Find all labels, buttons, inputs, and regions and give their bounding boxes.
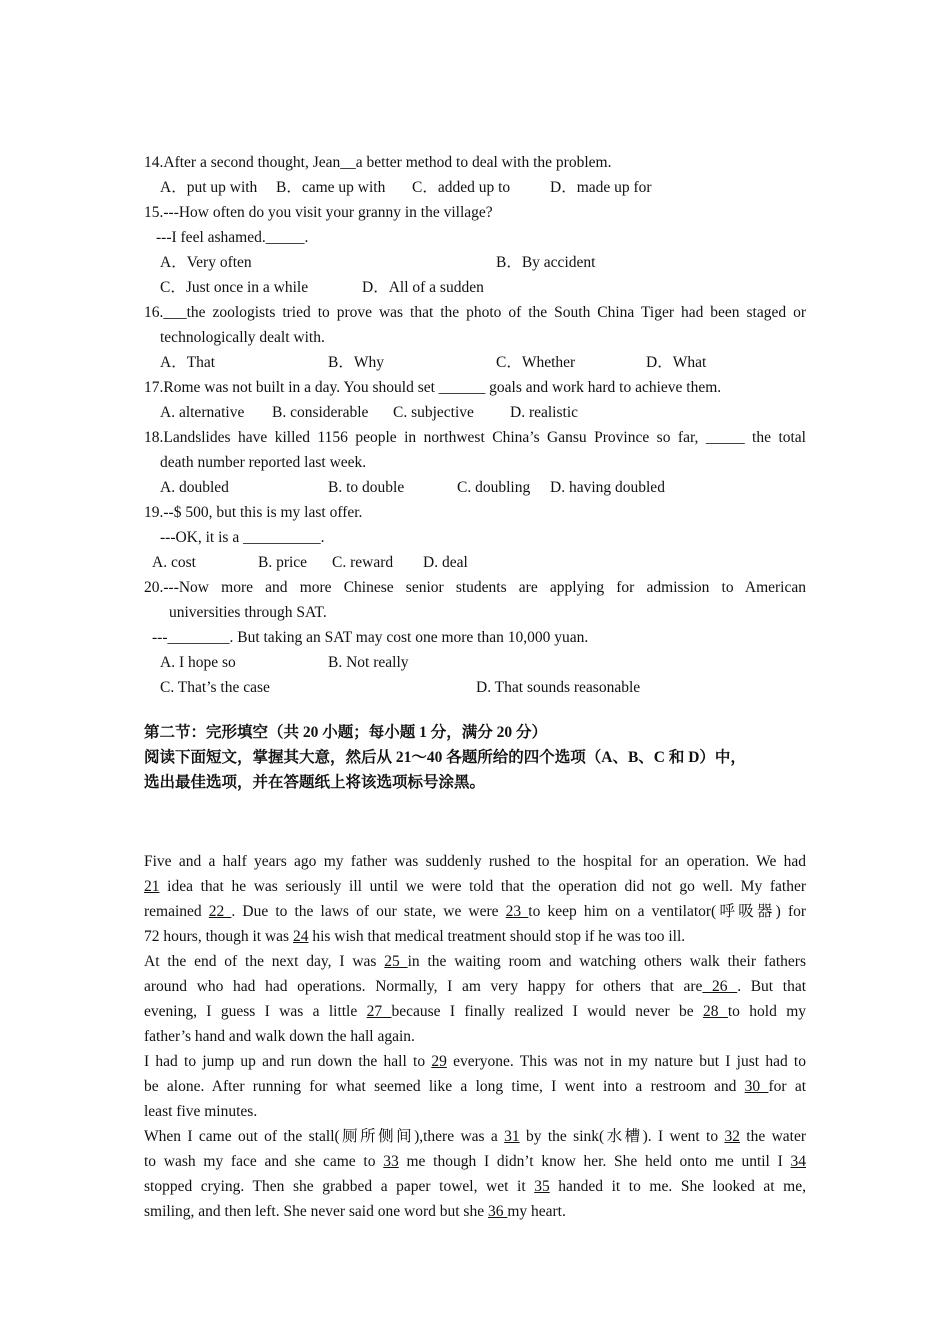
q15-reply-end: . xyxy=(304,229,309,246)
question-16-stem-line1: 16.___the zoologists tried to prove was that the photo of the South China Tiger had been staged or xyxy=(144,304,806,321)
passage-text: to wash my face and she came to xyxy=(144,1153,384,1170)
passage-line: Five and a half years ago my father was suddenly rushed to the hospital for an operation. We had xyxy=(144,853,806,870)
section-2-heading xyxy=(144,720,806,795)
passage-text: in the waiting room and watching others walk their fathers xyxy=(407,953,807,970)
passage-text: At the end of the next day, I was xyxy=(144,953,385,970)
section-title: 第二节：完形填空（共 20 小题；每小题 1 分，满分 20 分） xyxy=(144,724,548,741)
blank-29: 29 xyxy=(431,1053,447,1070)
q15-option-d[interactable]: D．All of a sudden xyxy=(362,279,484,296)
q16-option-b[interactable]: B．Why xyxy=(328,354,384,371)
blank-27: 27 xyxy=(366,1003,392,1020)
passage-text: smiling, and then left. She never said one word but she xyxy=(144,1203,488,1220)
passage-line xyxy=(144,1174,806,1199)
q14-option-c[interactable]: C．added up to xyxy=(412,179,511,196)
q15-reply-blank: _____ xyxy=(265,229,305,246)
question-19-stem: 19.--$ 500, but this is my last offer. xyxy=(144,504,363,521)
passage-text: evening, I guess I was a little xyxy=(144,1003,367,1020)
question-15-options-row1 xyxy=(144,250,806,275)
passage-text: handed it to me. She looked at me, xyxy=(549,1178,806,1195)
q18-option-a[interactable]: A. doubled xyxy=(160,479,229,496)
blank-36: 36 xyxy=(487,1203,508,1220)
passage-line xyxy=(144,1124,806,1149)
question-20-stem-line1: 20.---Now more and more Chinese senior students are applying for admission to American xyxy=(144,579,806,596)
blank-21: 21 xyxy=(144,878,160,895)
passage-text: my heart. xyxy=(507,1203,566,1220)
question-15-reply xyxy=(144,225,806,250)
q19-option-d[interactable]: D. deal xyxy=(423,554,468,571)
q14-option-b[interactable]: B．came up with xyxy=(276,179,386,196)
q19-option-a[interactable]: A. cost xyxy=(152,554,196,571)
blank-28: 28 xyxy=(703,1003,728,1020)
passage-line xyxy=(144,949,806,974)
q19-option-c[interactable]: C. reward xyxy=(332,554,394,571)
question-18-stem-line1: 18.Landslides have killed 1156 people in northwest China’s Gansu Province so far, _____ the total xyxy=(144,429,806,446)
passage-text: to hold my xyxy=(727,1003,807,1020)
q17-option-b[interactable]: B. considerable xyxy=(272,404,369,421)
blank-30: 30 xyxy=(744,1078,769,1095)
passage-text: . But that xyxy=(737,978,807,995)
section-instruction-line1: 阅读下面短文，掌握其大意，然后从 21～40 各题所给的四个选项（A、B、C 和 D）中， xyxy=(144,749,746,766)
blank-23: 23 xyxy=(505,903,529,920)
passage-text: stopped crying. Then she grabbed a paper towel, wet it xyxy=(144,1178,535,1195)
passage-line xyxy=(144,874,806,899)
question-16-stem-line2: technologically dealt with. xyxy=(160,329,325,346)
q17-option-c[interactable]: C. subjective xyxy=(393,404,474,421)
blank-35: 35 xyxy=(534,1178,550,1195)
question-20-reply: ---________. But taking an SAT may cost one more than 10,000 yuan. xyxy=(152,629,589,646)
passage-line: least five minutes. xyxy=(144,1103,258,1120)
question-18-options xyxy=(144,475,806,500)
passage-text: the water xyxy=(739,1128,807,1145)
q14-option-d[interactable]: D．made up for xyxy=(550,179,652,196)
blank-24: 24 xyxy=(292,928,309,945)
blank-26: 26 xyxy=(702,978,738,995)
passage-text: for at xyxy=(768,1078,807,1095)
passage-text: around who had had operations. Normally, I am very happy for others that are xyxy=(144,978,703,995)
q19-option-b[interactable]: B. price xyxy=(258,554,308,571)
q17-option-a[interactable]: A. alternative xyxy=(160,404,245,421)
q16-option-d[interactable]: D．What xyxy=(646,354,707,371)
question-19-reply: ---OK, it is a __________. xyxy=(160,529,325,546)
blank-31: 31 xyxy=(504,1128,520,1145)
exam-content xyxy=(144,150,806,1224)
question-16-options xyxy=(144,350,806,375)
passage-text: because I finally realized I would never be xyxy=(391,1003,704,1020)
passage-text: by the sink(水槽). I went to xyxy=(519,1128,725,1145)
blank-33: 33 xyxy=(383,1153,399,1170)
q20-option-a[interactable]: A. I hope so xyxy=(160,654,236,671)
passage-line xyxy=(144,1049,806,1074)
q20-option-c[interactable]: C. That’s the case xyxy=(160,679,270,696)
cloze-passage xyxy=(144,849,806,1224)
q15-option-a[interactable]: A．Very often xyxy=(160,254,252,271)
q18-option-b[interactable]: B. to double xyxy=(328,479,405,496)
passage-line xyxy=(144,899,806,924)
q20-option-b[interactable]: B. Not really xyxy=(328,654,409,671)
q14-option-a[interactable]: A．put up with xyxy=(160,179,258,196)
q18-option-d[interactable]: D. having doubled xyxy=(550,479,665,496)
passage-text: be alone. After running for what seemed like a long time, I went into a restroom and xyxy=(144,1078,745,1095)
q17-option-d[interactable]: D. realistic xyxy=(510,404,579,421)
passage-line xyxy=(144,1199,806,1224)
question-15-stem: 15.---How often do you visit your granny in the village? xyxy=(144,204,493,221)
question-20-options-row1 xyxy=(144,650,806,675)
question-17-stem: 17.Rome was not built in a day. You should set ______ goals and work hard to achieve them. xyxy=(144,379,722,396)
q15-reply-text: ---I feel ashamed. xyxy=(156,229,266,246)
passage-line xyxy=(144,1074,806,1099)
question-20-options-row2 xyxy=(144,675,806,700)
q15-option-c[interactable]: C．Just once in a while xyxy=(160,279,309,296)
question-18-stem-line2: death number reported last week. xyxy=(160,454,367,471)
passage-line xyxy=(144,999,806,1024)
section-instruction-line2: 选出最佳选项，并在答题纸上将该选项标号涂黑。 xyxy=(144,774,486,791)
passage-line: father’s hand and walk down the hall again. xyxy=(144,1028,415,1045)
passage-line xyxy=(144,974,806,999)
question-19-options xyxy=(144,550,806,575)
q16-option-c[interactable]: C．Whether xyxy=(496,354,576,371)
q15-option-b[interactable]: B．By accident xyxy=(496,254,596,271)
blank-22: 22 xyxy=(208,903,232,920)
passage-line xyxy=(144,924,806,949)
q20-option-d[interactable]: D. That sounds reasonable xyxy=(476,679,641,696)
q18-option-c[interactable]: C. doubling xyxy=(457,479,531,496)
question-15-options-row2 xyxy=(144,275,806,300)
passage-text: I had to jump up and run down the hall to xyxy=(144,1053,432,1070)
passage-line xyxy=(144,1149,806,1174)
blank-32: 32 xyxy=(724,1128,740,1145)
passage-text: idea that he was seriously ill until we were told that the operation did not go well. My father xyxy=(159,878,806,895)
blank-25: 25 xyxy=(384,953,408,970)
passage-text: his wish that medical treatment should stop if he was too ill. xyxy=(308,928,686,945)
question-14-stem: 14.After a second thought, Jean__a better method to deal with the problem. xyxy=(144,154,612,171)
passage-text: me though I didn’t know her. She held onto me until I xyxy=(398,1153,791,1170)
passage-text: everyone. This was not in my nature but I just had to xyxy=(446,1053,806,1070)
passage-text: remained xyxy=(144,903,209,920)
question-20-stem-line2: universities through SAT. xyxy=(169,604,327,621)
passage-text: . Due to the laws of our state, we were xyxy=(231,903,506,920)
passage-text: 72 hours, though it was xyxy=(144,928,293,945)
passage-text: to keep him on a ventilator(呼吸器) for xyxy=(528,903,807,920)
question-14-options xyxy=(144,175,806,200)
question-17-options xyxy=(144,400,806,425)
q16-option-a[interactable]: A．That xyxy=(160,354,216,371)
blank-34: 34 xyxy=(790,1153,807,1170)
passage-text: When I came out of the stall(厕所侧间),there was a xyxy=(144,1128,505,1145)
